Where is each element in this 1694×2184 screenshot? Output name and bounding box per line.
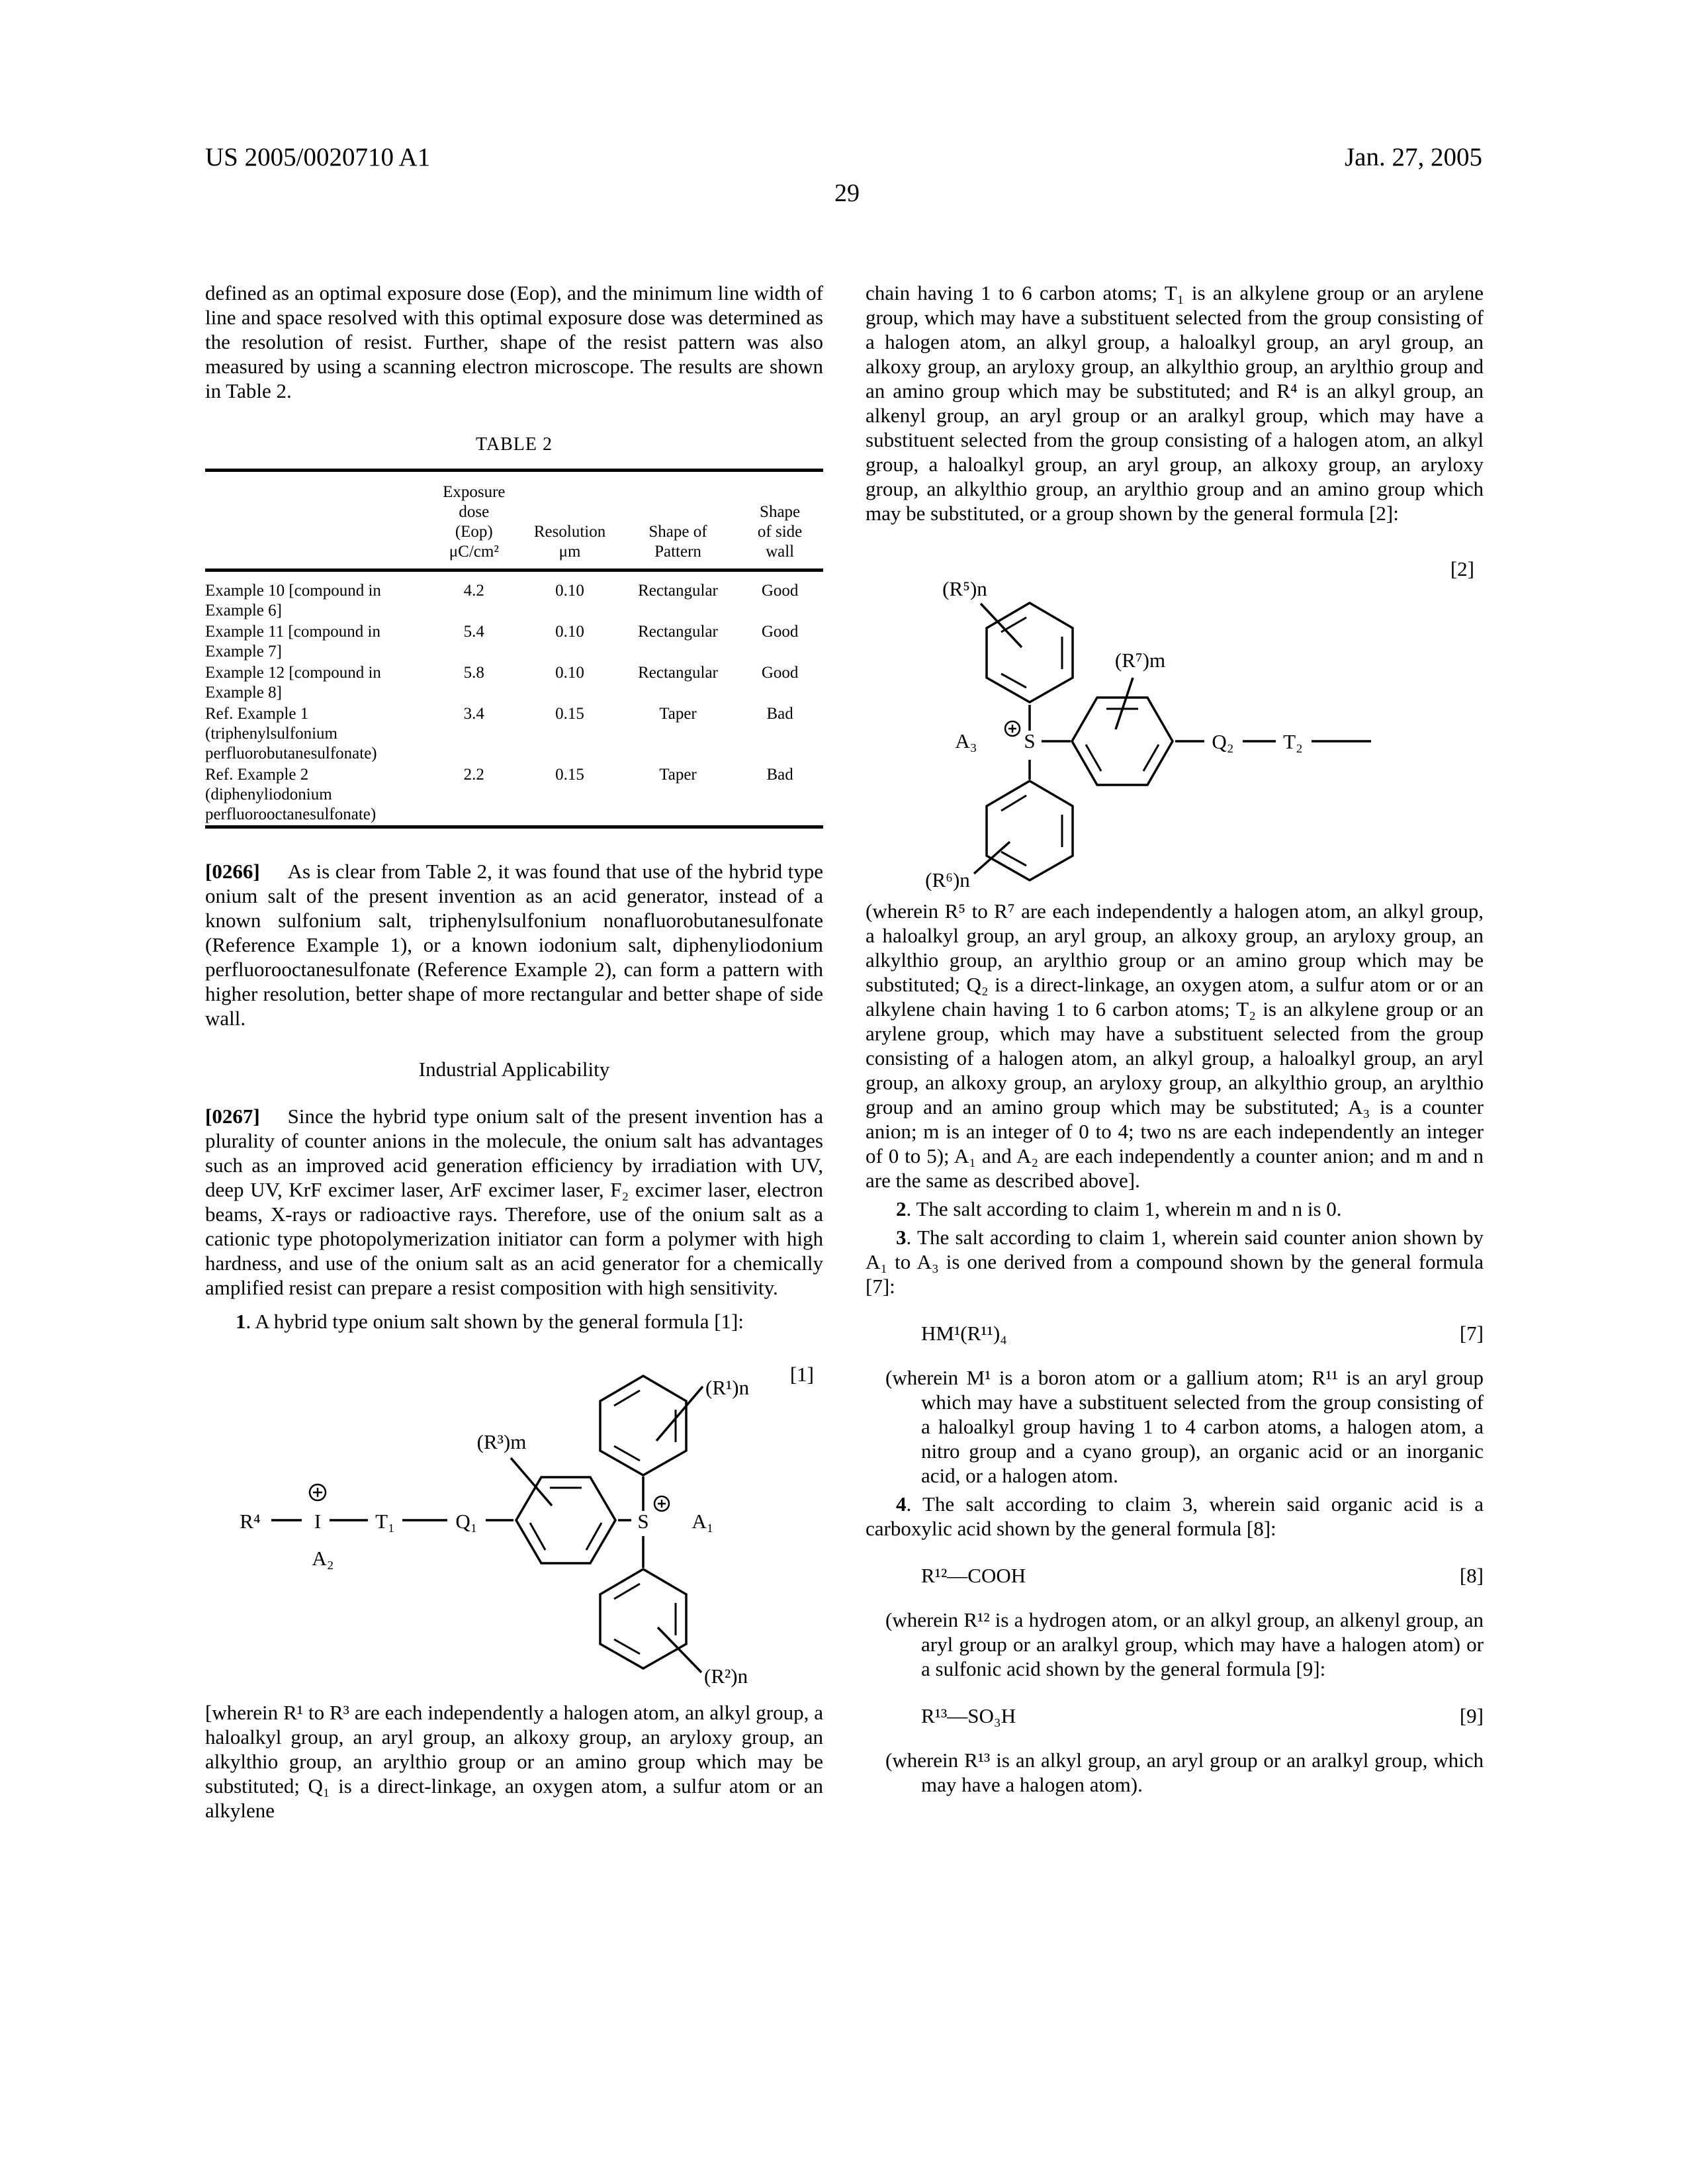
paragraph-wherein-1: [wherein R¹ to R³ are each independently a halogen atom, an alkyl group, a haloalkyl group, an aryl group, an alkoxy group, an aryloxy group, an alkylthio group, an arylthio group or an amino group which may be substituted; Q₁ is a direct-linkage, an oxygen atom, a sulfur atom or an alkylene bbox=[205, 1701, 823, 1822]
claim-number: 3 bbox=[896, 1226, 907, 1249]
plus-charge-icon bbox=[1005, 721, 1020, 736]
formula-8-body: R¹²—COOH bbox=[921, 1564, 1026, 1587]
claim-text: . The salt according to claim 3, wherein said organic acid is a carboxylic acid shown by the general formula [8]: bbox=[866, 1492, 1484, 1540]
linker-q2-label: Q₂ bbox=[1212, 730, 1234, 753]
claim-3 bbox=[866, 1225, 1484, 1298]
paragraph-wherein-9: (wherein R¹³ is an alkyl group, an aryl group or an aralkyl group, which may have a halogen atom). bbox=[885, 1749, 1484, 1796]
cell-dose: 5.8 bbox=[463, 664, 484, 682]
anion-a1-label: A₁ bbox=[691, 1510, 714, 1533]
header-resolution: Resolution μm bbox=[520, 471, 619, 570]
paragraph-wherein-2: (wherein R⁵ to R⁷ are each independently a halogen atom, an alkyl group, a haloalkyl group, an aryl group, an alkoxy group, an aryloxy group, an alkylthio group, an arylthio group or an amino group which may be substituted; Q₂ is a direct-linkage, an oxygen atom, a sulfur atom or or an alkylene chain having 1 to 6 carbon atoms; T₂ is an alkylene group or an arylene group, which may have a substituent selected from the group consisting of a halogen atom, an alkyl group, a haloalkyl group, an aryl group, an alkoxy group, an aryloxy group, an alkylthio group, an arylthio group and an amino group which may be substituted; A₃ is a counter anion; m is an integer of 0 to 4; two ns are each independently an integer of 0 to 5); A₁ and A₂ are each independently a counter anion; and m and n are the same as described above]. bbox=[866, 899, 1484, 1192]
table-header bbox=[205, 471, 823, 570]
claim-number: 4 bbox=[896, 1492, 907, 1516]
formula-7-row bbox=[866, 1321, 1484, 1345]
cell-resolution: 0.10 bbox=[555, 582, 584, 600]
paragraph-wherein-8: (wherein R¹² is a hydrogen atom, or an alkyl group, an alkenyl group, an aryl group or an aralkyl group, which may have a halogen atom) or a sulfonic acid shown by the general formula [9]: bbox=[885, 1608, 1484, 1680]
paragraph-tag: [0267] bbox=[205, 1105, 260, 1128]
double-bond-lines bbox=[614, 1390, 676, 1461]
claim-text: . The salt according to claim 1, wherein m and n is 0. bbox=[906, 1197, 1342, 1220]
sulfur-atom-label: S bbox=[1024, 729, 1036, 752]
cell-side-wall: Good bbox=[761, 623, 799, 641]
results-table bbox=[205, 469, 823, 829]
section-heading: Industrial Applicability bbox=[418, 1058, 610, 1081]
cell-shape: Taper bbox=[659, 766, 697, 784]
header-shape-of-side-wall: Shape of side wall bbox=[736, 471, 823, 570]
anion-a2-label: A₂ bbox=[312, 1547, 334, 1570]
phenyl-ring bbox=[987, 781, 1073, 880]
cell-label: Example 11 [compound in Example 7] bbox=[205, 623, 380, 660]
phenyl-ring bbox=[600, 1376, 686, 1475]
substituent-r5n-label: (R⁵)n bbox=[942, 577, 987, 600]
substituent-slash-bond bbox=[658, 1627, 701, 1672]
substituent-r3m-label: (R³)m bbox=[476, 1430, 527, 1453]
formula-8-row bbox=[866, 1563, 1484, 1588]
claim-number: 1 bbox=[236, 1310, 246, 1333]
substituent-r1n-label: (R¹)n bbox=[705, 1376, 750, 1399]
sulfur-atom-label: S bbox=[637, 1510, 649, 1533]
formula-9-row bbox=[866, 1704, 1484, 1728]
table-header-row bbox=[205, 471, 823, 570]
table-row bbox=[205, 662, 823, 704]
benzene-ring bbox=[516, 1477, 615, 1563]
paragraph-tag: [0266] bbox=[205, 860, 260, 883]
table-body bbox=[205, 570, 823, 827]
substituent-r6n-label: (R⁶)n bbox=[925, 868, 970, 891]
substituent-r4-label: R⁴ bbox=[240, 1510, 261, 1533]
page-header bbox=[205, 143, 1482, 172]
iodine-atom-label: I bbox=[314, 1510, 322, 1533]
substituent-slash-bond bbox=[1116, 678, 1133, 729]
paragraph-0267 bbox=[205, 1104, 823, 1300]
plus-charge-icon bbox=[310, 1484, 326, 1500]
patent-number: US 2005/0020710 A1 bbox=[205, 143, 431, 171]
paragraph-wherein-7: (wherein M¹ is a boron atom or a gallium atom; R¹¹ is an aryl group which may have a substituent selected from the group consisting of a haloalkyl group having 1 to 4 carbon atoms, a halogen atom, a nitro group and a cyano group), an organic acid or an inorganic acid, or a halogen atom. bbox=[885, 1366, 1484, 1487]
formula-number-label: [1] bbox=[789, 1363, 814, 1386]
formula-9-body: R¹³—SO₃H bbox=[921, 1704, 1016, 1727]
cell-dose: 2.2 bbox=[463, 766, 484, 784]
cell-dose: 4.2 bbox=[463, 582, 484, 600]
claim-4 bbox=[866, 1492, 1484, 1541]
chemical-structure-formula-2 bbox=[866, 535, 1484, 892]
paragraph-0266 bbox=[205, 859, 823, 1030]
formula-7-number: [7] bbox=[1459, 1322, 1484, 1345]
formula-9-number: [9] bbox=[1459, 1704, 1484, 1727]
substituent-slash-bond bbox=[511, 1458, 552, 1506]
cell-shape: Taper bbox=[659, 705, 697, 723]
right-column bbox=[866, 281, 1484, 1797]
substituent-r2n-label: (R²)n bbox=[704, 1664, 748, 1688]
paragraph-chain: chain having 1 to 6 carbon atoms; T₁ is an alkylene group or an arylene group, which may have a substituent selected from the group consisting of a halogen atom, an alkyl group, a haloalkyl group, an aryl group, an alkoxy group, an aryloxy group, an alkylthio group, an arylthio group and an amino group which may be substituted; and R⁴ is an alkyl group, an alkenyl group, an aryl group or an aralkyl group, which may have a substituent selected from the group consisting of a halogen atom, an alkyl group, a haloalkyl group, an aryl group, an alkoxy group, an aryloxy group, an alkylthio group, an arylthio group and an amino group which may be substituted, or a group shown by the general formula [2]: bbox=[866, 281, 1484, 525]
chemical-structure-formula-1 bbox=[205, 1343, 823, 1694]
claim-2 bbox=[866, 1197, 1484, 1221]
table-row bbox=[205, 704, 823, 764]
cell-label: Example 12 [compound in Example 8] bbox=[205, 664, 381, 702]
header-exposure-dose: Exposure dose (Eop) μC/cm² bbox=[427, 471, 520, 570]
cell-resolution: 0.10 bbox=[555, 623, 584, 641]
double-bond-lines bbox=[1086, 709, 1159, 771]
cell-shape: Rectangular bbox=[638, 664, 718, 682]
cell-dose: 3.4 bbox=[463, 705, 484, 723]
substituent-slash-bond bbox=[974, 842, 1010, 874]
cell-label: Example 10 [compound in Example 6] bbox=[205, 582, 381, 619]
cell-side-wall: Good bbox=[761, 664, 799, 682]
double-bond-lines bbox=[1001, 617, 1062, 688]
cell-side-wall: Good bbox=[761, 582, 799, 600]
formula-7-body: HM¹(R¹¹)₄ bbox=[921, 1322, 1007, 1345]
cell-shape: Rectangular bbox=[638, 582, 718, 600]
table-row bbox=[205, 621, 823, 662]
linker-q1-label: Q₁ bbox=[455, 1510, 478, 1533]
table-row bbox=[205, 764, 823, 827]
left-column bbox=[205, 281, 823, 1823]
linker-t2-label: T₂ bbox=[1283, 730, 1303, 753]
anion-a3-label: A₃ bbox=[955, 729, 977, 752]
cell-resolution: 0.15 bbox=[555, 705, 584, 723]
cell-side-wall: Bad bbox=[766, 766, 793, 784]
cell-label: Ref. Example 2 (diphenyliodonium perfluorooctanesulfonate) bbox=[205, 766, 377, 823]
table-row bbox=[205, 570, 823, 622]
cell-label: Ref. Example 1 (triphenylsulfonium perfluorobutanesulfonate) bbox=[205, 705, 377, 762]
paragraph-intro: defined as an optimal exposure dose (Eop), and the minimum line width of line and space resolved with this optimal exposure dose was determined as the resolution of resist. Further, shape of the resist pattern was also measured by using a scanning electron microscope. The results are shown in Table 2. bbox=[205, 281, 823, 402]
double-bond-lines bbox=[530, 1488, 602, 1550]
publication-date: Jan. 27, 2005 bbox=[1345, 143, 1482, 171]
substituent-r7m-label: (R⁷)m bbox=[1114, 649, 1166, 672]
page-number: 29 bbox=[834, 179, 860, 207]
double-bond-lines bbox=[1001, 796, 1062, 866]
paragraph-text: As is clear from Table 2, it was found that use of the hybrid type onium salt of the present invention as an acid generator, instead of a known sulfonium salt, triphenylsulfonium nonafluorobutanesulfonate (Reference Example 1), or a known iodonium salt, diphenyliodonium perfluorooctanesulfonate (Reference Example 2), can form a pattern with higher resolution, better shape of more rectangular and better shape of side wall. bbox=[205, 860, 823, 1030]
claim-1 bbox=[205, 1309, 823, 1334]
formula-number-label: [2] bbox=[1450, 557, 1474, 580]
linker-t1-label: T₁ bbox=[375, 1510, 395, 1533]
cell-resolution: 0.15 bbox=[555, 766, 584, 784]
formula-8-number: [8] bbox=[1459, 1564, 1484, 1587]
paragraph-text: Since the hybrid type onium salt of the present invention has a plurality of counter anions in the molecule, the onium salt has advantages such as an improved acid generation efficiency by irradiation with UV, deep UV, KrF excimer laser, ArF excimer laser, F₂ excimer laser, electron beams, X-rays or radioactive rays. Therefore, use of the onium salt as a cationic type photopolymerization initiator can form a polymer with high hardness, and use of the onium salt as an acid generator for a chemically amplified resist can prepare a resist composition with high sensitivity. bbox=[205, 1105, 823, 1299]
header-example bbox=[205, 471, 427, 570]
substituent-slash-bond bbox=[656, 1387, 703, 1441]
claim-text: . The salt according to claim 1, wherein said counter anion shown by A₁ to A₃ is one derived from a compound shown by the general formula [7]: bbox=[866, 1226, 1484, 1298]
table-title: TABLE 2 bbox=[476, 434, 553, 455]
cell-dose: 5.4 bbox=[463, 623, 484, 641]
double-bond-lines bbox=[614, 1584, 676, 1654]
cell-side-wall: Bad bbox=[766, 705, 793, 723]
cell-shape: Rectangular bbox=[638, 623, 718, 641]
phenyl-ring bbox=[987, 603, 1073, 702]
claim-number: 2 bbox=[896, 1197, 907, 1220]
cell-resolution: 0.10 bbox=[555, 664, 584, 682]
claim-text: . A hybrid type onium salt shown by the general formula [1]: bbox=[245, 1310, 744, 1333]
header-shape-of-pattern: Shape of Pattern bbox=[619, 471, 736, 570]
plus-charge-icon bbox=[654, 1496, 669, 1511]
phenyl-ring bbox=[600, 1569, 686, 1668]
